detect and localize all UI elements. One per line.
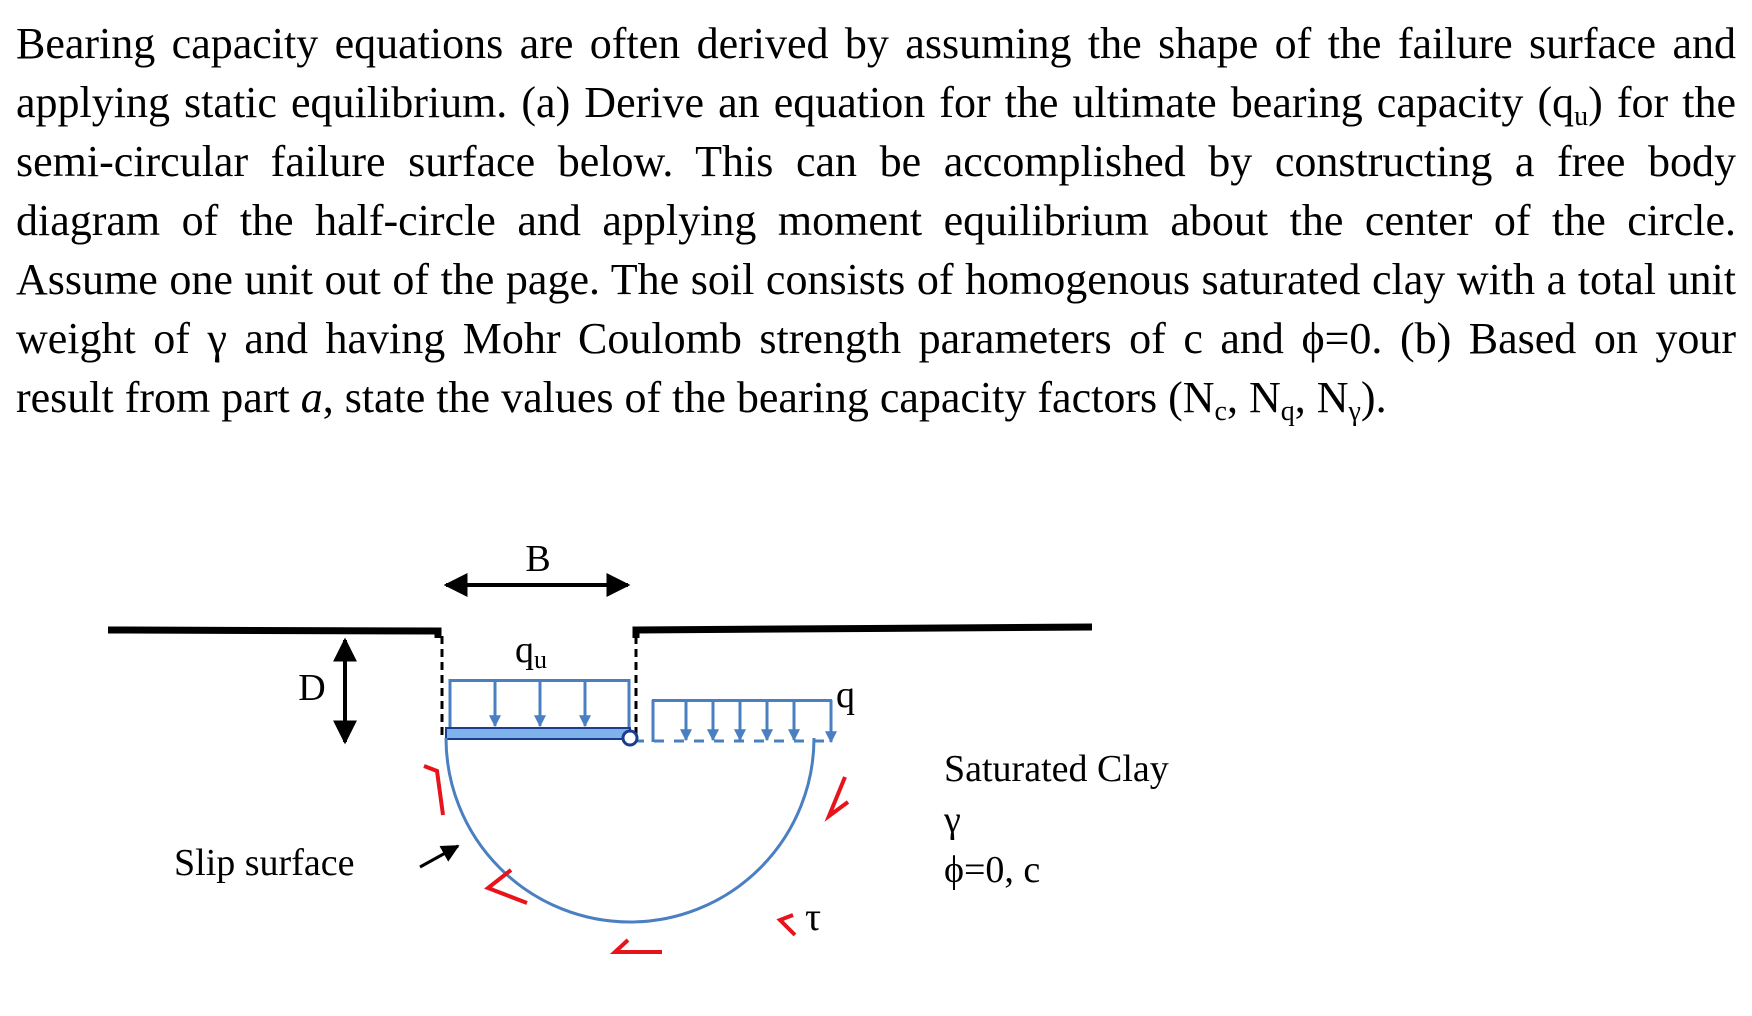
separator-1: , N (1226, 373, 1281, 422)
ground-surface-right (636, 627, 1092, 638)
slip-surface-pointer (420, 846, 458, 867)
problem-text-3: , state the values of the bearing capacity factors (N (322, 373, 1215, 422)
depth-label: D (298, 667, 326, 709)
slip-surface-label: Slip surface (174, 842, 355, 884)
subscript-u: u (1574, 101, 1589, 132)
footing-load-q: q (515, 629, 534, 671)
separator-2: , N (1294, 373, 1349, 422)
circle-center-pivot (623, 731, 637, 745)
surcharge-load-top (652, 699, 832, 702)
shear-arrow (780, 915, 795, 935)
footing-load-label (515, 629, 547, 674)
shear-stress-label: τ (805, 894, 822, 939)
subscript-gamma: γ (1348, 396, 1361, 427)
width-label: B (525, 538, 551, 580)
subscript-q: q (1280, 396, 1295, 427)
shear-arrow (424, 766, 443, 815)
problem-text-2: ) for the semi-circular failure surface below. This can be accomplished by constructing a free body diagram of the half-circle and applying moment equilibrium about the center of the circle. Assume one unit out of the page. The soil consists of homogenous saturated clay with a total unit weight of γ and having Mohr Coulomb strength parameters of c and ϕ=0. (b) Based on your result from part (16, 78, 1736, 422)
soil-type-label: Saturated Clay (944, 748, 1169, 790)
soil-unit-weight: γ (944, 799, 961, 841)
shear-arrow (829, 777, 848, 816)
surcharge-label: q (836, 674, 855, 716)
shear-arrow (615, 940, 662, 952)
part-a-italic: a (300, 373, 323, 422)
ground-surface-left (108, 630, 438, 638)
problem-text-1: Bearing capacity equations are often derived by assuming the shape of the failure surface and applying static equilibrium. (a) Derive an equation for the ultimate bearing capacity (q (16, 19, 1736, 127)
footing-base (446, 728, 630, 739)
soil-strength-params: ϕ=0, c (944, 849, 1041, 891)
problem-text-4: ). (1360, 373, 1387, 422)
subscript-c: c (1214, 396, 1227, 427)
footing-load-subscript: u (534, 645, 547, 674)
